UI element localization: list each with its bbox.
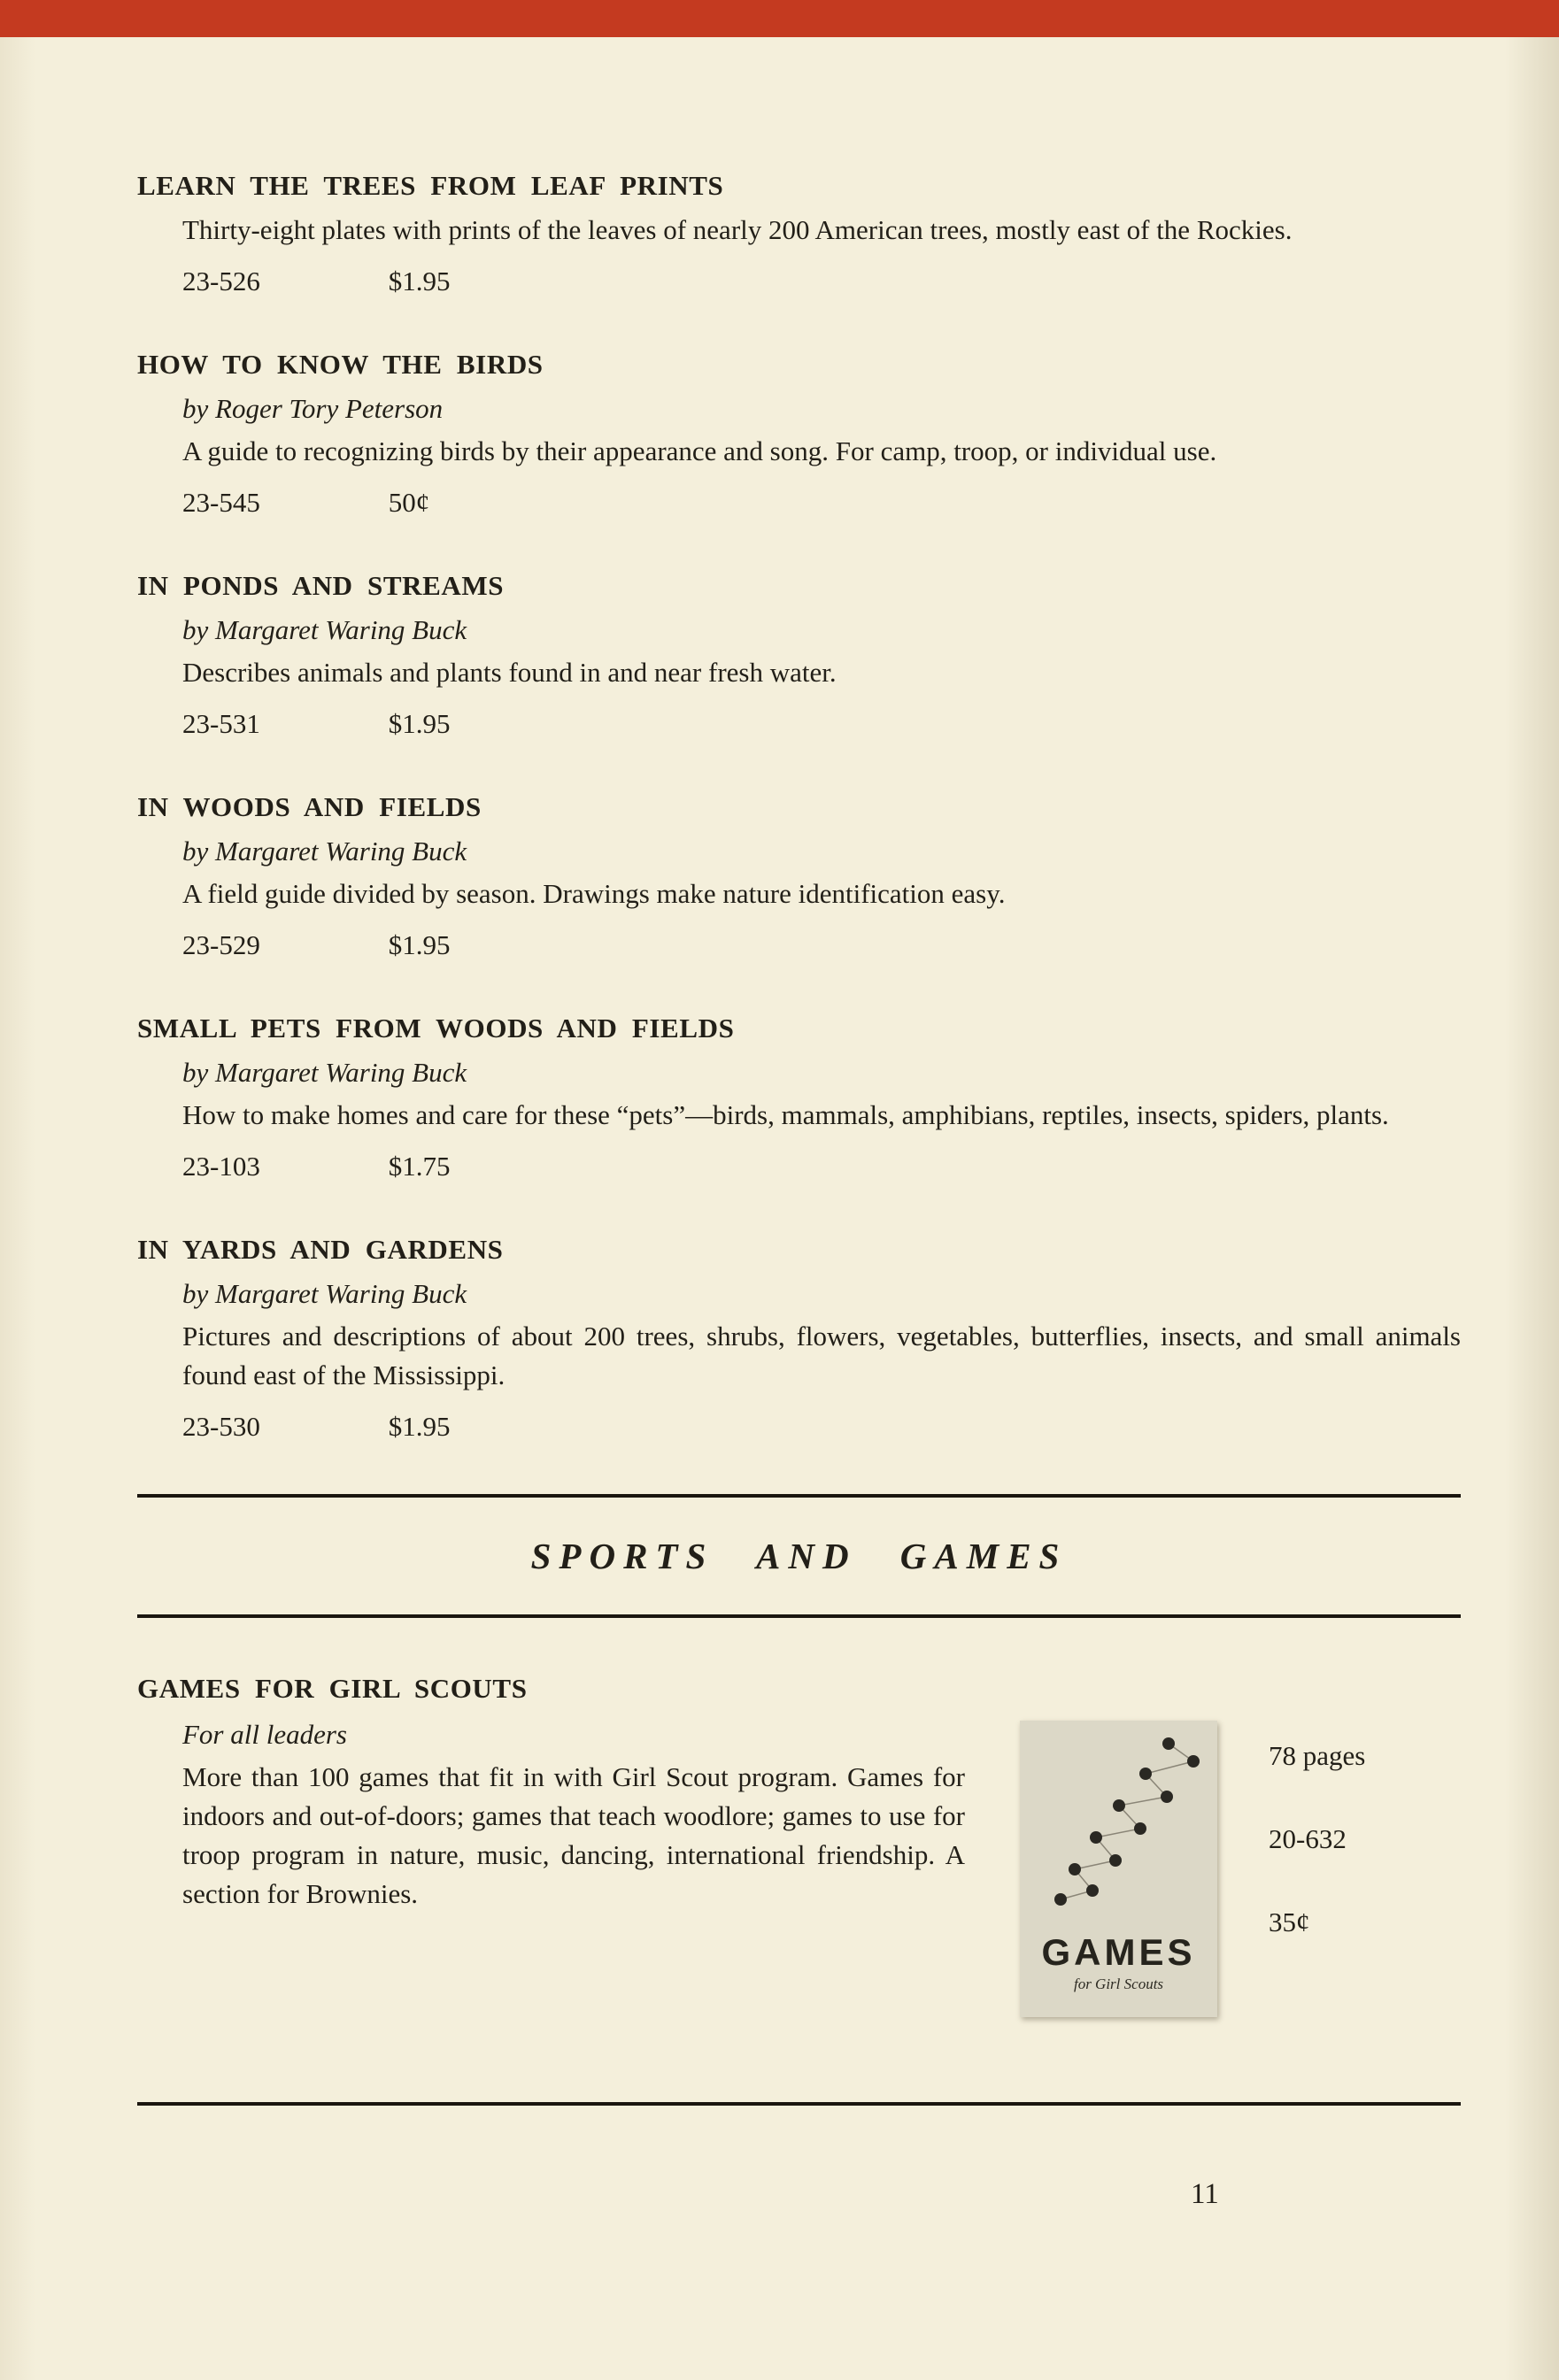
- book-byline: by Margaret Waring Buck: [182, 836, 467, 867]
- book-description: Thirty-eight plates with prints of the leaves of nearly 200 American trees, mostly east of the Rockies.: [182, 214, 1293, 245]
- book-byline: by Margaret Waring Buck: [182, 614, 467, 646]
- page-top-edge-band: [0, 0, 1559, 37]
- book-codeline: [182, 266, 1461, 297]
- catalog-number: 23-545: [182, 487, 260, 519]
- catalog-number: 20-632: [1269, 1823, 1347, 1855]
- catalog-number: 23-531: [182, 708, 260, 740]
- book-codeline: [182, 487, 1461, 519]
- price: $1.75: [388, 1151, 451, 1182]
- book-title: IN WOODS AND FIELDS: [137, 791, 482, 823]
- book-title: HOW TO KNOW THE BIRDS: [137, 349, 544, 381]
- cover-title: GAMES: [1041, 1931, 1196, 1974]
- book-description: More than 100 games that fit in with Girl Scout program. Games for indoors and out-of-doors; games that teach woodlore; games to use for troop program in nature, music, dancing, international friendship. A section for Brownies.: [182, 1761, 965, 1910]
- bottom-rule: [137, 2102, 1461, 2106]
- book-title: SMALL PETS FROM WOODS AND FIELDS: [137, 1013, 735, 1044]
- games-entry: [137, 1673, 1461, 2017]
- book-entry: [137, 570, 1461, 740]
- catalog-number: 23-529: [182, 929, 260, 961]
- divider-rule-bottom: [137, 1614, 1461, 1618]
- book-description: Pictures and descriptions of about 200 trees, shrubs, flowers, vegetables, butterflies, insects, and small animals found east of the Mississippi.: [182, 1321, 1461, 1391]
- book-entry: [137, 791, 1461, 961]
- page-number: 11: [1191, 2178, 1219, 2211]
- book-description: How to make homes and care for these “pets”—birds, mammals, amphibians, reptiles, insects, spiders, plants.: [182, 1099, 1389, 1131]
- price: $1.95: [388, 708, 451, 740]
- book-description: A guide to recognizing birds by their appearance and song. For camp, troop, or individual use.: [182, 435, 1217, 467]
- book-description: Describes animals and plants found in and near fresh water.: [182, 657, 837, 689]
- divider-rule-top: [137, 1494, 1461, 1498]
- book-entry: [137, 1013, 1461, 1182]
- book-entry: [137, 170, 1461, 297]
- book-codeline: [182, 1151, 1461, 1182]
- book-description: A field guide divided by season. Drawings make nature identification easy.: [182, 878, 1006, 910]
- section-title: SPORTS AND GAMES: [530, 1536, 1068, 1577]
- book-title: LEARN THE TREES FROM LEAF PRINTS: [137, 170, 724, 201]
- price: 35¢: [1269, 1906, 1310, 1938]
- catalog-number: 23-526: [182, 266, 260, 297]
- book-title: IN YARDS AND GARDENS: [137, 1234, 504, 1266]
- book-title: GAMES FOR GIRL SCOUTS: [137, 1673, 528, 1705]
- price: 50¢: [388, 487, 430, 519]
- price: $1.95: [388, 929, 451, 961]
- book-byline: by Margaret Waring Buck: [182, 1278, 467, 1310]
- book-codeline: [182, 708, 1461, 740]
- price: $1.95: [388, 266, 451, 297]
- book-title: IN PONDS AND STREAMS: [137, 570, 505, 602]
- book-byline: by Margaret Waring Buck: [182, 1057, 467, 1089]
- catalog-number: 23-530: [182, 1411, 260, 1443]
- section-divider: [137, 1494, 1461, 1618]
- cover-subtitle: for Girl Scouts: [1073, 1976, 1164, 1993]
- book-entry: [137, 349, 1461, 519]
- book-entry: [137, 1234, 1461, 1443]
- price: $1.95: [388, 1411, 451, 1443]
- book-cover-thumbnail: [1020, 1721, 1217, 2017]
- page-content: [0, 37, 1559, 2211]
- book-codeline: [182, 929, 1461, 961]
- catalog-number: 23-103: [182, 1151, 260, 1182]
- page-count: 78 pages: [1269, 1740, 1366, 1772]
- book-byline: by Roger Tory Peterson: [182, 393, 444, 425]
- book-codeline: [182, 1411, 1461, 1443]
- book-byline: For all leaders: [182, 1719, 347, 1751]
